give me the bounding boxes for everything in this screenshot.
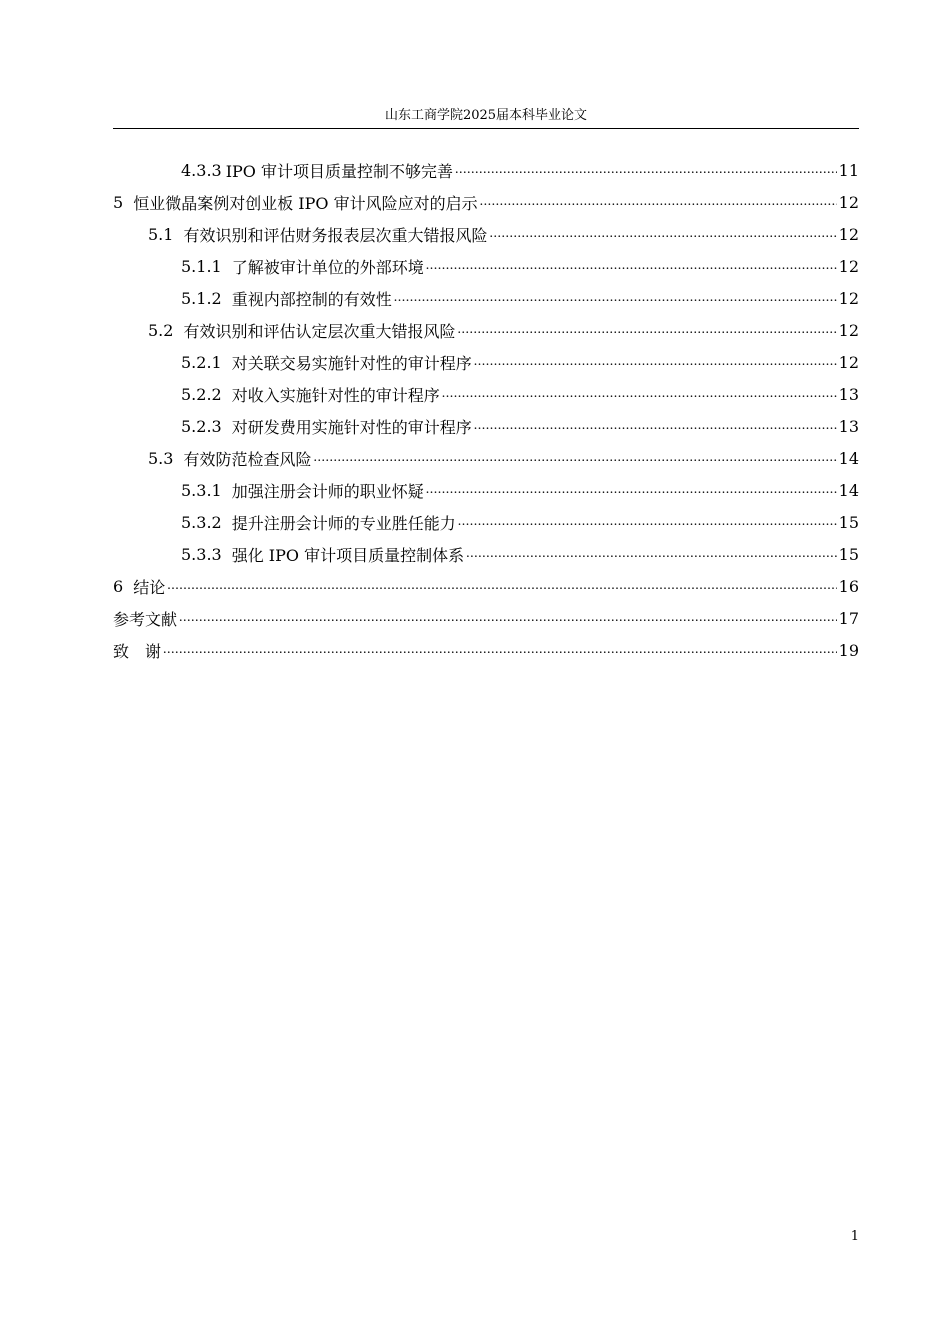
toc-entry-number: 5.2.1 bbox=[181, 352, 222, 372]
toc-entry-5-2-2[interactable] bbox=[113, 378, 859, 410]
toc-entry-6[interactable] bbox=[113, 570, 859, 602]
toc-entry-4-3-3[interactable] bbox=[113, 154, 859, 186]
dot-leader bbox=[489, 225, 836, 243]
toc-entry-title: 了解被审计单位的外部环境 bbox=[231, 257, 424, 277]
toc-entry-number: 6 bbox=[113, 576, 124, 596]
toc-entry-5-3-2[interactable] bbox=[113, 506, 859, 538]
toc-entry-5-2-1[interactable] bbox=[113, 346, 859, 378]
toc-entry-number: 5.1 bbox=[148, 224, 174, 244]
page-header: 山东工商学院2025届本科毕业论文 bbox=[384, 108, 588, 123]
toc-entry-title: 有效识别和评估认定层次重大错报风险 bbox=[183, 321, 456, 341]
toc-entry-page: 12 bbox=[838, 320, 859, 340]
toc-entry-5-1-1[interactable] bbox=[113, 250, 859, 282]
toc-entry-page: 11 bbox=[838, 160, 859, 180]
toc-entry-page: 12 bbox=[838, 288, 859, 308]
dot-leader bbox=[455, 161, 837, 179]
dot-leader bbox=[442, 385, 837, 403]
toc-entry-title: 恒业微晶案例对创业板 IPO 审计风险应对的启示 bbox=[133, 193, 478, 213]
toc-entry-title: 结论 bbox=[133, 577, 166, 597]
toc-entry-title: 参考文献 bbox=[113, 609, 178, 629]
toc-entry-number: 5.1.2 bbox=[181, 288, 222, 308]
toc-entry-5-2[interactable] bbox=[113, 314, 859, 346]
page-number: 1 bbox=[850, 1229, 859, 1244]
dot-leader bbox=[466, 545, 837, 563]
dot-leader bbox=[474, 417, 837, 435]
toc-entry-title: IPO 审计项目质量控制不够完善 bbox=[225, 161, 454, 181]
toc-entry-5-3-3[interactable] bbox=[113, 538, 859, 570]
toc-entry-5-2-3[interactable] bbox=[113, 410, 859, 442]
toc-entry-number: 5.3.2 bbox=[181, 512, 222, 532]
toc-entry-number: 5.1.1 bbox=[181, 256, 222, 276]
toc-entry-page: 15 bbox=[838, 544, 859, 564]
toc-entry-number: 5.2.3 bbox=[181, 416, 222, 436]
dot-leader bbox=[474, 353, 837, 371]
toc-entry-title: 提升注册会计师的专业胜任能力 bbox=[231, 513, 456, 533]
toc-entry-number: 5.2 bbox=[148, 320, 174, 340]
toc-entry-number: 5.2.2 bbox=[181, 384, 222, 404]
toc-entry-page: 13 bbox=[838, 384, 859, 404]
toc-entry-acknowledgements[interactable] bbox=[113, 634, 859, 666]
toc-entry-title: 致 谢 bbox=[113, 641, 162, 661]
toc-entry-title: 有效防范检查风险 bbox=[183, 449, 312, 469]
toc-entry-page: 15 bbox=[838, 512, 859, 532]
toc-entry-title: 对收入实施针对性的审计程序 bbox=[231, 385, 440, 405]
toc-entry-page: 12 bbox=[838, 352, 859, 372]
dot-leader bbox=[394, 289, 837, 307]
dot-leader bbox=[480, 193, 837, 211]
dot-leader bbox=[163, 641, 837, 659]
toc-entry-page: 17 bbox=[838, 608, 859, 628]
toc-entry-title: 强化 IPO 审计项目质量控制体系 bbox=[231, 545, 465, 565]
toc-entry-5-1[interactable] bbox=[113, 218, 859, 250]
toc-entry-number: 5.3.3 bbox=[181, 544, 222, 564]
toc-entry-number: 5 bbox=[113, 192, 124, 212]
toc-entry-5-3-1[interactable] bbox=[113, 474, 859, 506]
toc-entry-number: 5.3.1 bbox=[181, 480, 222, 500]
toc-entry-page: 13 bbox=[838, 416, 859, 436]
toc-entry-page: 12 bbox=[838, 256, 859, 276]
toc-entry-title: 有效识别和评估财务报表层次重大错报风险 bbox=[183, 225, 488, 245]
header-rule bbox=[113, 128, 859, 129]
toc-entry-page: 12 bbox=[838, 224, 859, 244]
dot-leader bbox=[458, 513, 837, 531]
toc-entry-5[interactable] bbox=[113, 186, 859, 218]
dot-leader bbox=[313, 449, 836, 467]
dot-leader bbox=[426, 481, 837, 499]
toc-entry-references[interactable] bbox=[113, 602, 859, 634]
toc-entry-number: 5.3 bbox=[148, 448, 174, 468]
toc-entry-title: 重视内部控制的有效性 bbox=[231, 289, 392, 309]
toc-entry-page: 12 bbox=[838, 192, 859, 212]
toc-entry-number: 4.3.3 bbox=[181, 160, 222, 180]
dot-leader bbox=[179, 609, 837, 627]
toc-entry-5-1-2[interactable] bbox=[113, 282, 859, 314]
toc-entry-5-3[interactable] bbox=[113, 442, 859, 474]
dot-leader bbox=[457, 321, 836, 339]
toc-entry-title: 加强注册会计师的职业怀疑 bbox=[231, 481, 424, 501]
toc-entry-page: 19 bbox=[838, 640, 859, 660]
toc-entry-page: 16 bbox=[838, 576, 859, 596]
toc-entry-title: 对关联交易实施针对性的审计程序 bbox=[231, 353, 472, 373]
dot-leader bbox=[426, 257, 837, 275]
toc-entry-title: 对研发费用实施针对性的审计程序 bbox=[231, 417, 472, 437]
dot-leader bbox=[167, 577, 836, 595]
toc-entry-page: 14 bbox=[838, 480, 859, 500]
toc-entry-page: 14 bbox=[838, 448, 859, 468]
